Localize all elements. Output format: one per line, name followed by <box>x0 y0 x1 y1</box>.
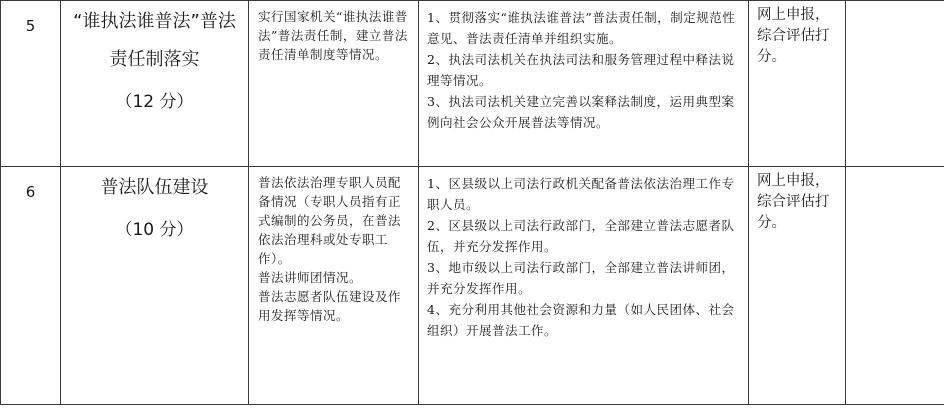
standard-item: 2、区县级以上司法行政部门，全部建立普法志愿者队伍，并充分发挥作用。 <box>427 218 735 254</box>
table-row <box>1 1 944 167</box>
assessment-standards <box>419 1 749 167</box>
standard-item: 1、贯彻落实“谁执法谁普法”普法责任制，制定规范性意见、普法责任清单并组织实施。 <box>427 10 736 46</box>
table-row <box>1 167 944 405</box>
standard-item: 3、地市级以上司法行政部门，全部建立普法讲师团，并充分发挥作用。 <box>427 260 735 296</box>
row-number: 6 <box>1 167 61 405</box>
assessment-item <box>61 1 249 167</box>
standard-item: 4、充分利用其他社会资源和力量（如人民团体、社会组织）开展普法工作。 <box>427 302 735 338</box>
blank-cell <box>846 1 944 167</box>
assessment-method: 网上申报，综合评估打分。 <box>749 167 846 405</box>
item-score: （12 分） <box>115 92 194 112</box>
blank-cell <box>846 167 944 405</box>
standard-item: 2、执法司法机关在执法司法和服务管理过程中释法说理等情况。 <box>427 52 735 88</box>
assessment-method: 网上申报，综合评估打分。 <box>749 1 846 167</box>
assessment-standards <box>419 167 749 405</box>
content-item: 普法讲师团情况。 <box>258 270 363 285</box>
row-number: 5 <box>1 1 61 167</box>
assessment-item <box>61 167 249 405</box>
content-item: 普法依法治理专职人员配备情况（专职人员指有正式编制的公务员，在普法依法治理科或处专职工作）。 <box>258 175 402 266</box>
assessment-content <box>249 167 419 405</box>
assessment-content: 实行国家机关“谁执法谁普法”普法责任制，建立普法责任清单制度等情况。 <box>249 1 419 167</box>
item-title: “谁执法谁普法”普法责任制落实 <box>73 11 236 70</box>
item-score: （10 分） <box>115 220 194 240</box>
content-item: 普法志愿者队伍建设及作用发挥等情况。 <box>258 289 402 323</box>
item-title: 普法队伍建设 <box>100 177 209 198</box>
standard-item: 3、执法司法机关建立完善以案释法制度，运用典型案例向社会公众开展普法等情况。 <box>427 94 735 130</box>
standard-item: 1、区县级以上司法行政机关配备普法依法治理工作专职人员。 <box>427 176 735 212</box>
